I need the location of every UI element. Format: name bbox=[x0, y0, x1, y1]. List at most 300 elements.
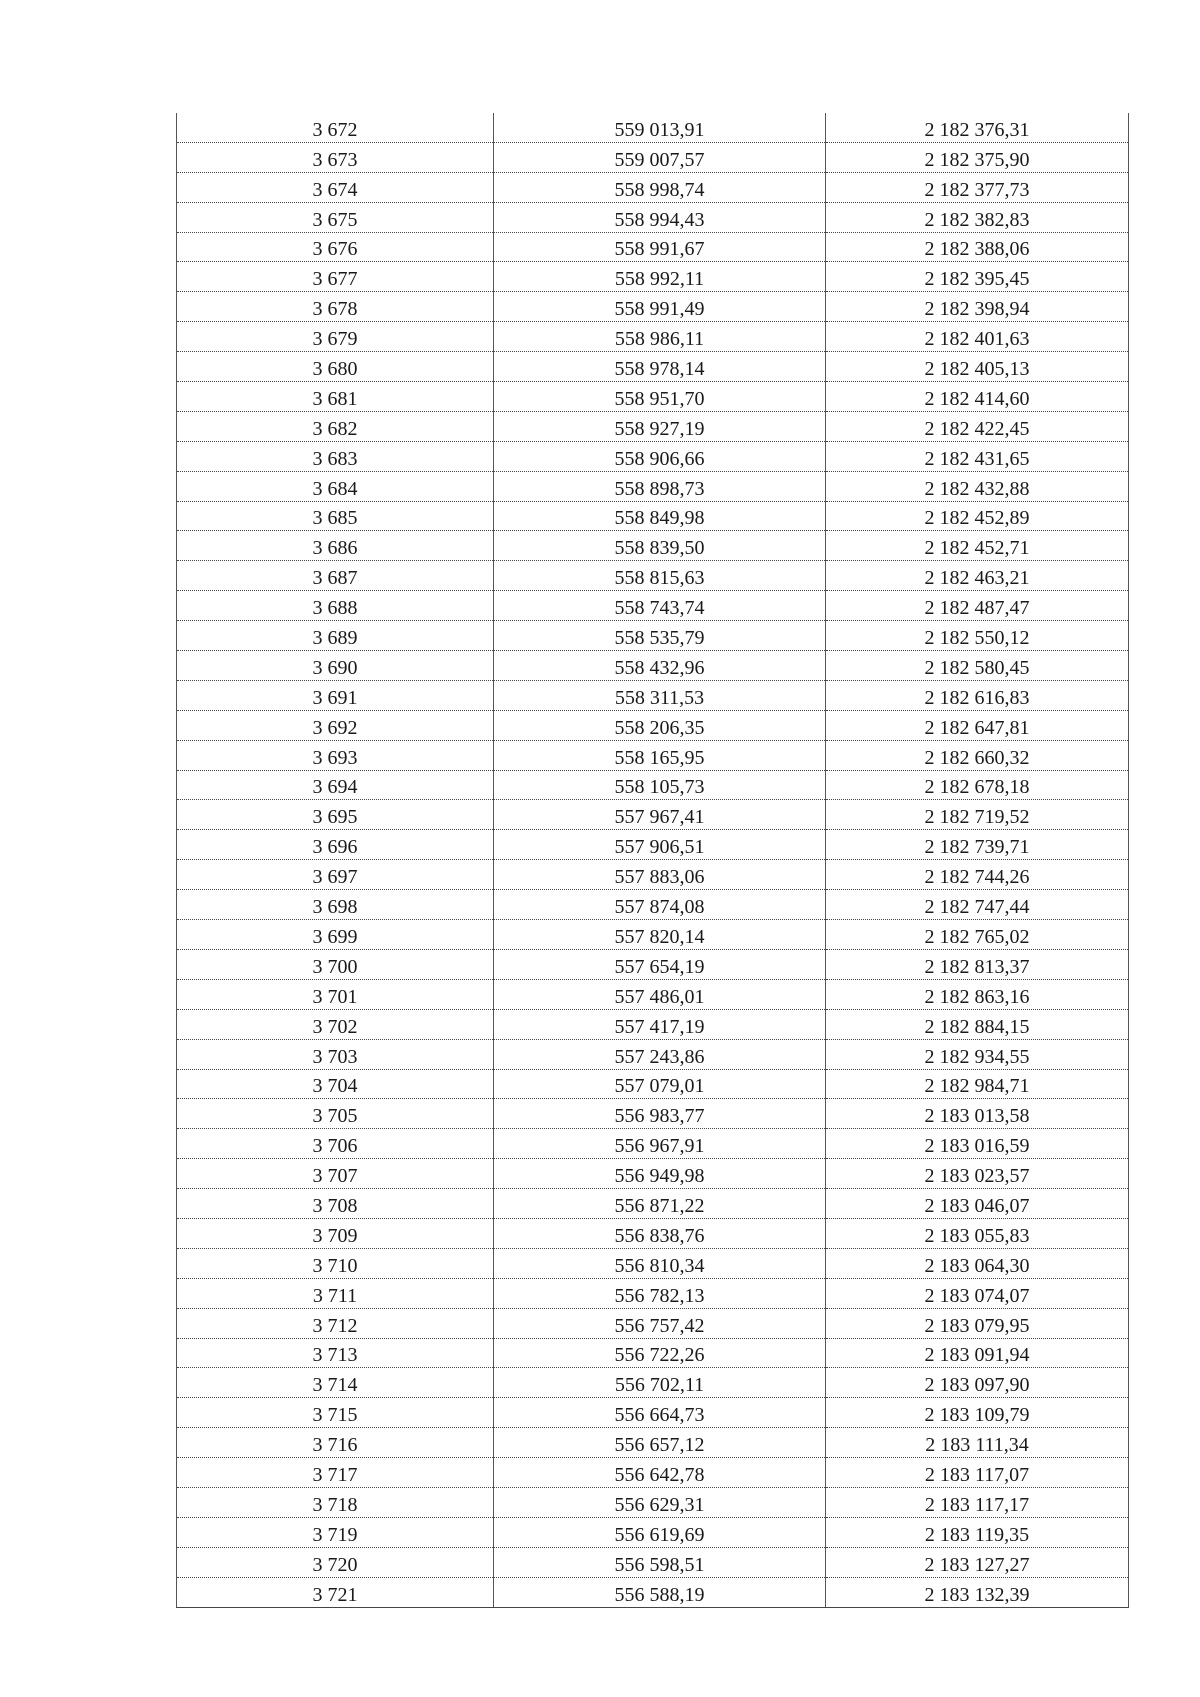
cell-text: 3 717 bbox=[312, 1463, 358, 1486]
table-row bbox=[177, 262, 1129, 292]
point-number-cell bbox=[177, 1248, 494, 1278]
y-coordinate-cell bbox=[826, 770, 1129, 800]
cell-text: 558 927,19 bbox=[614, 417, 705, 440]
y-coordinate-cell bbox=[826, 1338, 1129, 1368]
cell-text: 2 182 375,90 bbox=[924, 148, 1030, 171]
point-number-cell bbox=[177, 1099, 494, 1129]
table-row bbox=[177, 860, 1129, 890]
table-row bbox=[177, 322, 1129, 352]
point-number-cell bbox=[177, 680, 494, 710]
x-coordinate-cell bbox=[494, 680, 826, 710]
point-number-cell bbox=[177, 471, 494, 501]
cell-text: 2 182 934,55 bbox=[924, 1045, 1030, 1068]
y-coordinate-cell bbox=[826, 830, 1129, 860]
y-coordinate-cell bbox=[826, 292, 1129, 322]
cell-text: 3 705 bbox=[312, 1105, 358, 1128]
point-number-cell bbox=[177, 1039, 494, 1069]
y-coordinate-cell bbox=[826, 651, 1129, 681]
cell-text: 2 182 395,45 bbox=[924, 268, 1030, 291]
cell-text: 3 676 bbox=[312, 238, 358, 261]
cell-text: 3 711 bbox=[312, 1284, 358, 1307]
cell-text: 2 182 432,88 bbox=[924, 477, 1030, 500]
point-number-cell bbox=[177, 501, 494, 531]
coordinates-table bbox=[176, 113, 1129, 1608]
x-coordinate-cell bbox=[494, 262, 826, 292]
cell-text: 2 182 452,89 bbox=[924, 507, 1030, 530]
cell-text: 2 182 984,71 bbox=[924, 1075, 1030, 1098]
y-coordinate-cell bbox=[826, 1129, 1129, 1159]
y-coordinate-cell bbox=[826, 740, 1129, 770]
table-row bbox=[177, 1547, 1129, 1577]
x-coordinate-cell bbox=[494, 1577, 826, 1607]
x-coordinate-cell bbox=[494, 352, 826, 382]
cell-text: 3 692 bbox=[312, 716, 358, 739]
cell-text: 2 182 550,12 bbox=[924, 627, 1030, 650]
cell-text: 3 682 bbox=[312, 417, 358, 440]
cell-text: 558 849,98 bbox=[614, 507, 705, 530]
y-coordinate-cell bbox=[826, 232, 1129, 262]
y-coordinate-cell bbox=[826, 172, 1129, 202]
table-row bbox=[177, 1338, 1129, 1368]
x-coordinate-cell bbox=[494, 1099, 826, 1129]
y-coordinate-cell bbox=[826, 1428, 1129, 1458]
cell-text: 3 688 bbox=[312, 597, 358, 620]
point-number-cell bbox=[177, 740, 494, 770]
cell-text: 3 684 bbox=[312, 477, 358, 500]
cell-text: 556 642,78 bbox=[614, 1463, 705, 1486]
cell-text: 558 998,74 bbox=[614, 178, 705, 201]
cell-text: 558 992,11 bbox=[614, 268, 705, 291]
cell-text: 3 714 bbox=[312, 1374, 358, 1397]
cell-text: 3 674 bbox=[312, 178, 358, 201]
cell-text: 3 680 bbox=[312, 358, 358, 381]
cell-text: 556 838,76 bbox=[614, 1224, 705, 1247]
x-coordinate-cell bbox=[494, 800, 826, 830]
cell-text: 556 757,42 bbox=[614, 1314, 705, 1337]
point-number-cell bbox=[177, 382, 494, 412]
cell-text: 2 182 401,63 bbox=[924, 328, 1030, 351]
cell-text: 3 713 bbox=[312, 1344, 358, 1367]
point-number-cell bbox=[177, 1428, 494, 1458]
cell-text: 2 183 117,17 bbox=[924, 1493, 1030, 1516]
table-row bbox=[177, 411, 1129, 441]
cell-text: 557 967,41 bbox=[614, 806, 705, 829]
cell-text: 558 535,79 bbox=[614, 627, 705, 650]
y-coordinate-cell bbox=[826, 501, 1129, 531]
table-row bbox=[177, 1577, 1129, 1607]
table-row bbox=[177, 1308, 1129, 1338]
cell-text: 2 183 109,79 bbox=[924, 1404, 1030, 1427]
point-number-cell bbox=[177, 352, 494, 382]
point-number-cell bbox=[177, 621, 494, 651]
cell-text: 556 722,26 bbox=[614, 1344, 705, 1367]
cell-text: 2 183 079,95 bbox=[924, 1314, 1030, 1337]
y-coordinate-cell bbox=[826, 920, 1129, 950]
table-row bbox=[177, 1039, 1129, 1069]
coordinates-table-body bbox=[177, 113, 1129, 1607]
cell-text: 556 967,91 bbox=[614, 1135, 705, 1158]
y-coordinate-cell bbox=[826, 1159, 1129, 1189]
y-coordinate-cell bbox=[826, 262, 1129, 292]
x-coordinate-cell bbox=[494, 1039, 826, 1069]
cell-text: 2 183 132,39 bbox=[924, 1583, 1030, 1606]
point-number-cell bbox=[177, 1159, 494, 1189]
cell-text: 3 703 bbox=[312, 1045, 358, 1068]
table-row bbox=[177, 591, 1129, 621]
cell-text: 2 183 097,90 bbox=[924, 1374, 1030, 1397]
y-coordinate-cell bbox=[826, 352, 1129, 382]
point-number-cell bbox=[177, 1308, 494, 1338]
cell-text: 558 898,73 bbox=[614, 477, 705, 500]
point-number-cell bbox=[177, 411, 494, 441]
cell-text: 558 986,11 bbox=[614, 328, 705, 351]
y-coordinate-cell bbox=[826, 1487, 1129, 1517]
cell-text: 3 696 bbox=[312, 836, 358, 859]
cell-text: 558 839,50 bbox=[614, 537, 705, 560]
cell-text: 3 721 bbox=[312, 1583, 358, 1606]
cell-text: 3 706 bbox=[312, 1135, 358, 1158]
cell-text: 559 013,91 bbox=[614, 118, 705, 141]
point-number-cell bbox=[177, 1278, 494, 1308]
table-row bbox=[177, 949, 1129, 979]
x-coordinate-cell bbox=[494, 920, 826, 950]
y-coordinate-cell bbox=[826, 411, 1129, 441]
cell-text: 2 182 739,71 bbox=[924, 836, 1030, 859]
table-row bbox=[177, 680, 1129, 710]
point-number-cell bbox=[177, 770, 494, 800]
cell-text: 2 183 064,30 bbox=[924, 1254, 1030, 1277]
x-coordinate-cell bbox=[494, 142, 826, 172]
point-number-cell bbox=[177, 1069, 494, 1099]
point-number-cell bbox=[177, 322, 494, 352]
cell-text: 3 708 bbox=[312, 1194, 358, 1217]
cell-text: 3 690 bbox=[312, 656, 358, 679]
point-number-cell bbox=[177, 1398, 494, 1428]
x-coordinate-cell bbox=[494, 591, 826, 621]
x-coordinate-cell bbox=[494, 1189, 826, 1219]
point-number-cell bbox=[177, 1368, 494, 1398]
cell-text: 2 183 091,94 bbox=[924, 1344, 1030, 1367]
y-coordinate-cell bbox=[826, 1099, 1129, 1129]
cell-text: 2 182 719,52 bbox=[924, 806, 1030, 829]
cell-text: 558 978,14 bbox=[614, 358, 705, 381]
x-coordinate-cell bbox=[494, 1547, 826, 1577]
cell-text: 2 183 016,59 bbox=[924, 1135, 1030, 1158]
x-coordinate-cell bbox=[494, 202, 826, 232]
cell-text: 3 687 bbox=[312, 567, 358, 590]
cell-text: 2 183 013,58 bbox=[924, 1105, 1030, 1128]
cell-text: 2 182 580,45 bbox=[924, 656, 1030, 679]
x-coordinate-cell bbox=[494, 1398, 826, 1428]
cell-text: 557 654,19 bbox=[614, 955, 705, 978]
y-coordinate-cell bbox=[826, 890, 1129, 920]
table-row bbox=[177, 1129, 1129, 1159]
x-coordinate-cell bbox=[494, 1458, 826, 1488]
point-number-cell bbox=[177, 232, 494, 262]
cell-text: 2 183 119,35 bbox=[924, 1523, 1030, 1546]
cell-text: 2 182 388,06 bbox=[924, 238, 1030, 261]
y-coordinate-cell bbox=[826, 979, 1129, 1009]
cell-text: 558 991,67 bbox=[614, 238, 705, 261]
cell-text: 558 906,66 bbox=[614, 447, 705, 470]
point-number-cell bbox=[177, 1189, 494, 1219]
table-row bbox=[177, 1009, 1129, 1039]
table-row bbox=[177, 621, 1129, 651]
cell-text: 2 183 074,07 bbox=[924, 1284, 1030, 1307]
cell-text: 557 079,01 bbox=[614, 1075, 705, 1098]
y-coordinate-cell bbox=[826, 1577, 1129, 1607]
x-coordinate-cell bbox=[494, 1278, 826, 1308]
table-row bbox=[177, 202, 1129, 232]
table-row bbox=[177, 1517, 1129, 1547]
x-coordinate-cell bbox=[494, 979, 826, 1009]
x-coordinate-cell bbox=[494, 322, 826, 352]
point-number-cell bbox=[177, 1458, 494, 1488]
cell-text: 557 486,01 bbox=[614, 985, 705, 1008]
x-coordinate-cell bbox=[494, 1248, 826, 1278]
table-row bbox=[177, 531, 1129, 561]
y-coordinate-cell bbox=[826, 680, 1129, 710]
cell-text: 3 673 bbox=[312, 148, 358, 171]
cell-text: 556 983,77 bbox=[614, 1105, 705, 1128]
cell-text: 556 588,19 bbox=[614, 1583, 705, 1606]
cell-text: 2 182 414,60 bbox=[924, 387, 1030, 410]
table-row bbox=[177, 740, 1129, 770]
table-row bbox=[177, 1159, 1129, 1189]
cell-text: 558 951,70 bbox=[614, 387, 705, 410]
x-coordinate-cell bbox=[494, 1069, 826, 1099]
y-coordinate-cell bbox=[826, 1398, 1129, 1428]
cell-text: 556 598,51 bbox=[614, 1553, 705, 1576]
cell-text: 3 718 bbox=[312, 1493, 358, 1516]
table-row bbox=[177, 1278, 1129, 1308]
x-coordinate-cell bbox=[494, 1428, 826, 1458]
x-coordinate-cell bbox=[494, 651, 826, 681]
cell-text: 3 672 bbox=[312, 118, 358, 141]
table-row bbox=[177, 471, 1129, 501]
x-coordinate-cell bbox=[494, 1129, 826, 1159]
cell-text: 2 182 487,47 bbox=[924, 597, 1030, 620]
point-number-cell bbox=[177, 949, 494, 979]
cell-text: 556 629,31 bbox=[614, 1493, 705, 1516]
point-number-cell bbox=[177, 860, 494, 890]
y-coordinate-cell bbox=[826, 860, 1129, 890]
cell-text: 558 991,49 bbox=[614, 298, 705, 321]
cell-text: 2 182 660,32 bbox=[924, 746, 1030, 769]
cell-text: 2 182 884,15 bbox=[924, 1015, 1030, 1038]
point-number-cell bbox=[177, 710, 494, 740]
cell-text: 557 883,06 bbox=[614, 866, 705, 889]
cell-text: 3 683 bbox=[312, 447, 358, 470]
point-number-cell bbox=[177, 202, 494, 232]
cell-text: 556 810,34 bbox=[614, 1254, 705, 1277]
cell-text: 557 243,86 bbox=[614, 1045, 705, 1068]
y-coordinate-cell bbox=[826, 800, 1129, 830]
cell-text: 3 716 bbox=[312, 1434, 358, 1457]
cell-text: 2 182 744,26 bbox=[924, 866, 1030, 889]
table-row bbox=[177, 1368, 1129, 1398]
x-coordinate-cell bbox=[494, 1308, 826, 1338]
table-row bbox=[177, 890, 1129, 920]
y-coordinate-cell bbox=[826, 441, 1129, 471]
y-coordinate-cell bbox=[826, 1547, 1129, 1577]
x-coordinate-cell bbox=[494, 830, 826, 860]
cell-text: 3 694 bbox=[312, 776, 358, 799]
cell-text: 3 698 bbox=[312, 896, 358, 919]
cell-text: 2 182 376,31 bbox=[924, 118, 1030, 141]
cell-text: 556 949,98 bbox=[614, 1165, 705, 1188]
cell-text: 3 707 bbox=[312, 1165, 358, 1188]
cell-text: 2 182 463,21 bbox=[924, 567, 1030, 590]
cell-text: 2 182 616,83 bbox=[924, 686, 1030, 709]
cell-text: 3 709 bbox=[312, 1224, 358, 1247]
cell-text: 558 994,43 bbox=[614, 208, 705, 231]
table-row bbox=[177, 441, 1129, 471]
table-row bbox=[177, 979, 1129, 1009]
y-coordinate-cell bbox=[826, 949, 1129, 979]
point-number-cell bbox=[177, 292, 494, 322]
point-number-cell bbox=[177, 979, 494, 1009]
table-row bbox=[177, 1248, 1129, 1278]
cell-text: 3 700 bbox=[312, 955, 358, 978]
cell-text: 2 182 405,13 bbox=[924, 358, 1030, 381]
table-row bbox=[177, 1189, 1129, 1219]
x-coordinate-cell bbox=[494, 1487, 826, 1517]
table-row bbox=[177, 382, 1129, 412]
cell-text: 3 685 bbox=[312, 507, 358, 530]
cell-text: 558 206,35 bbox=[614, 716, 705, 739]
y-coordinate-cell bbox=[826, 1308, 1129, 1338]
table-row bbox=[177, 113, 1129, 142]
y-coordinate-cell bbox=[826, 1248, 1129, 1278]
point-number-cell bbox=[177, 800, 494, 830]
x-coordinate-cell bbox=[494, 382, 826, 412]
x-coordinate-cell bbox=[494, 890, 826, 920]
cell-text: 3 679 bbox=[312, 328, 358, 351]
point-number-cell bbox=[177, 531, 494, 561]
cell-text: 2 182 765,02 bbox=[924, 925, 1030, 948]
table-row bbox=[177, 651, 1129, 681]
cell-text: 2 182 431,65 bbox=[924, 447, 1030, 470]
x-coordinate-cell bbox=[494, 1009, 826, 1039]
cell-text: 2 182 863,16 bbox=[924, 985, 1030, 1008]
point-number-cell bbox=[177, 1487, 494, 1517]
x-coordinate-cell bbox=[494, 1159, 826, 1189]
cell-text: 3 697 bbox=[312, 866, 358, 889]
y-coordinate-cell bbox=[826, 1039, 1129, 1069]
x-coordinate-cell bbox=[494, 501, 826, 531]
cell-text: 556 619,69 bbox=[614, 1523, 705, 1546]
point-number-cell bbox=[177, 890, 494, 920]
y-coordinate-cell bbox=[826, 621, 1129, 651]
cell-text: 3 715 bbox=[312, 1404, 358, 1427]
cell-text: 2 182 813,37 bbox=[924, 955, 1030, 978]
cell-text: 3 699 bbox=[312, 925, 358, 948]
y-coordinate-cell bbox=[826, 591, 1129, 621]
point-number-cell bbox=[177, 1517, 494, 1547]
y-coordinate-cell bbox=[826, 471, 1129, 501]
cell-text: 3 719 bbox=[312, 1523, 358, 1546]
point-number-cell bbox=[177, 1338, 494, 1368]
table-row bbox=[177, 830, 1129, 860]
point-number-cell bbox=[177, 142, 494, 172]
cell-text: 3 695 bbox=[312, 806, 358, 829]
x-coordinate-cell bbox=[494, 1368, 826, 1398]
table-row bbox=[177, 1218, 1129, 1248]
cell-text: 556 702,11 bbox=[614, 1374, 705, 1397]
cell-text: 3 677 bbox=[312, 268, 358, 291]
cell-text: 3 675 bbox=[312, 208, 358, 231]
cell-text: 3 712 bbox=[312, 1314, 358, 1337]
cell-text: 557 820,14 bbox=[614, 925, 705, 948]
cell-text: 2 183 111,34 bbox=[925, 1434, 1029, 1457]
y-coordinate-cell bbox=[826, 113, 1129, 142]
point-number-cell bbox=[177, 1009, 494, 1039]
cell-text: 558 105,73 bbox=[614, 776, 705, 799]
cell-text: 556 782,13 bbox=[614, 1284, 705, 1307]
table-row bbox=[177, 1458, 1129, 1488]
x-coordinate-cell bbox=[494, 1338, 826, 1368]
y-coordinate-cell bbox=[826, 1278, 1129, 1308]
cell-text: 558 311,53 bbox=[614, 686, 705, 709]
x-coordinate-cell bbox=[494, 860, 826, 890]
point-number-cell bbox=[177, 920, 494, 950]
y-coordinate-cell bbox=[826, 1009, 1129, 1039]
y-coordinate-cell bbox=[826, 1189, 1129, 1219]
cell-text: 557 417,19 bbox=[614, 1015, 705, 1038]
x-coordinate-cell bbox=[494, 471, 826, 501]
cell-text: 3 678 bbox=[312, 298, 358, 321]
cell-text: 2 182 377,73 bbox=[924, 178, 1030, 201]
table-row bbox=[177, 1428, 1129, 1458]
point-number-cell bbox=[177, 1577, 494, 1607]
table-row bbox=[177, 710, 1129, 740]
cell-text: 2 182 647,81 bbox=[924, 716, 1030, 739]
cell-text: 558 432,96 bbox=[614, 656, 705, 679]
point-number-cell bbox=[177, 172, 494, 202]
table-row bbox=[177, 1099, 1129, 1129]
cell-text: 2 182 747,44 bbox=[924, 896, 1030, 919]
y-coordinate-cell bbox=[826, 531, 1129, 561]
x-coordinate-cell bbox=[494, 561, 826, 591]
x-coordinate-cell bbox=[494, 441, 826, 471]
table-row bbox=[177, 142, 1129, 172]
table-row bbox=[177, 352, 1129, 382]
cell-text: 558 815,63 bbox=[614, 567, 705, 590]
x-coordinate-cell bbox=[494, 172, 826, 202]
cell-text: 556 871,22 bbox=[614, 1194, 705, 1217]
x-coordinate-cell bbox=[494, 621, 826, 651]
cell-text: 3 693 bbox=[312, 746, 358, 769]
y-coordinate-cell bbox=[826, 322, 1129, 352]
y-coordinate-cell bbox=[826, 382, 1129, 412]
cell-text: 2 182 422,45 bbox=[924, 417, 1030, 440]
table-row bbox=[177, 501, 1129, 531]
point-number-cell bbox=[177, 1218, 494, 1248]
point-number-cell bbox=[177, 561, 494, 591]
cell-text: 556 657,12 bbox=[614, 1434, 705, 1457]
y-coordinate-cell bbox=[826, 561, 1129, 591]
y-coordinate-cell bbox=[826, 142, 1129, 172]
y-coordinate-cell bbox=[826, 1458, 1129, 1488]
cell-text: 3 704 bbox=[312, 1075, 358, 1098]
point-number-cell bbox=[177, 830, 494, 860]
x-coordinate-cell bbox=[494, 292, 826, 322]
y-coordinate-cell bbox=[826, 1069, 1129, 1099]
x-coordinate-cell bbox=[494, 949, 826, 979]
cell-text: 3 689 bbox=[312, 627, 358, 650]
y-coordinate-cell bbox=[826, 202, 1129, 232]
